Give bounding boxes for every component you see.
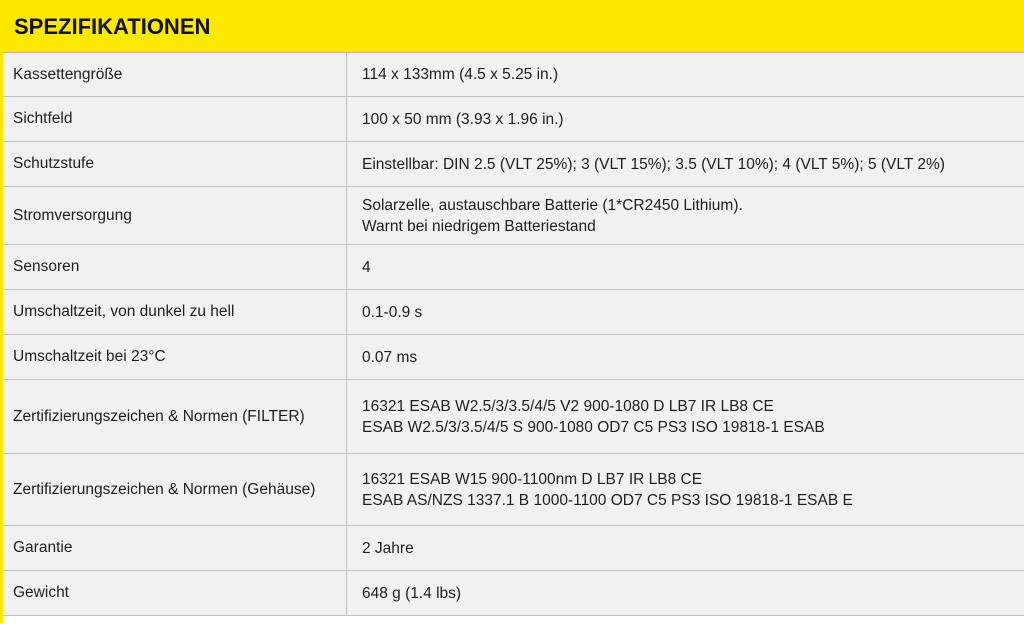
spec-value-line: Einstellbar: DIN 2.5 (VLT 25%); 3 (VLT 15%); 3.5 (VLT 10%); 4 (VLT 5%); 5 (VLT 2%) [362,155,945,173]
section-header [3,0,1024,52]
spec-row [3,526,1024,571]
spec-value-line: Solarzelle, austauschbare Batterie (1*CR2450 Lithium). [362,196,743,214]
spec-value-line: 2 Jahre [362,539,414,557]
spec-value [347,454,1024,525]
spec-value [347,97,1024,141]
spec-value-line: ESAB W2.5/3/3.5/4/5 S 900-1080 OD7 C5 PS3 ISO 19818-1 ESAB [362,418,825,436]
spec-value [347,290,1024,334]
spec-value-line: Warnt bei niedrigem Batteriestand [362,217,596,235]
spec-row [3,571,1024,616]
spec-value-line: 100 x 50 mm (3.93 x 1.96 in.) [362,110,564,128]
spec-value [347,526,1024,570]
spec-row [3,142,1024,187]
spec-row [3,97,1024,142]
spec-table [3,52,1024,624]
spec-label: Sichtfeld [3,97,347,141]
spec-label: Garantie [3,526,347,570]
spec-label: Kassettengröße [3,53,347,96]
spec-value-line: 4 [362,258,371,276]
spec-value-line: 648 g (1.4 lbs) [362,584,462,602]
spec-row [3,53,1024,97]
spec-value [347,142,1024,186]
spec-row [3,380,1024,454]
spec-value-line: 0.1-0.9 s [362,303,423,321]
spec-value [347,380,1024,453]
spec-row [3,454,1024,526]
spec-label: Umschaltzeit, von dunkel zu hell [3,290,347,334]
spec-label: Sensoren [3,245,347,289]
spec-label: Gewicht [3,571,347,615]
spec-value [347,187,1024,244]
spec-label: Schutzstufe [3,142,347,186]
spec-value [347,571,1024,615]
spec-value-line: 16321 ESAB W15 900-1100nm D LB7 IR LB8 CE [362,470,703,488]
spec-value [347,245,1024,289]
spec-row [3,245,1024,290]
spec-value-line: 0.07 ms [362,348,418,366]
spec-label: Zertifizierungszeichen & Normen (FILTER) [3,380,347,453]
spec-label: Umschaltzeit bei 23°C [3,335,347,379]
spec-label: Zertifizierungszeichen & Normen (Gehäuse) [3,454,347,525]
spec-label: Stromversorgung [3,187,347,244]
spec-value [347,53,1024,96]
spec-row [3,187,1024,245]
section-title: SPEZIFIKATIONEN [14,14,211,39]
spec-value-line: 114 x 133mm (4.5 x 5.25 in.) [362,66,559,83]
spec-row [3,290,1024,335]
spec-value-line: 16321 ESAB W2.5/3/3.5/4/5 V2 900-1080 D LB7 IR LB8 CE [362,397,774,415]
spec-row [3,335,1024,380]
spec-value-line: ESAB AS/NZS 1337.1 B 1000-1100 OD7 C5 PS3 ISO 19818-1 ESAB E [362,491,853,509]
spec-value [347,335,1024,379]
